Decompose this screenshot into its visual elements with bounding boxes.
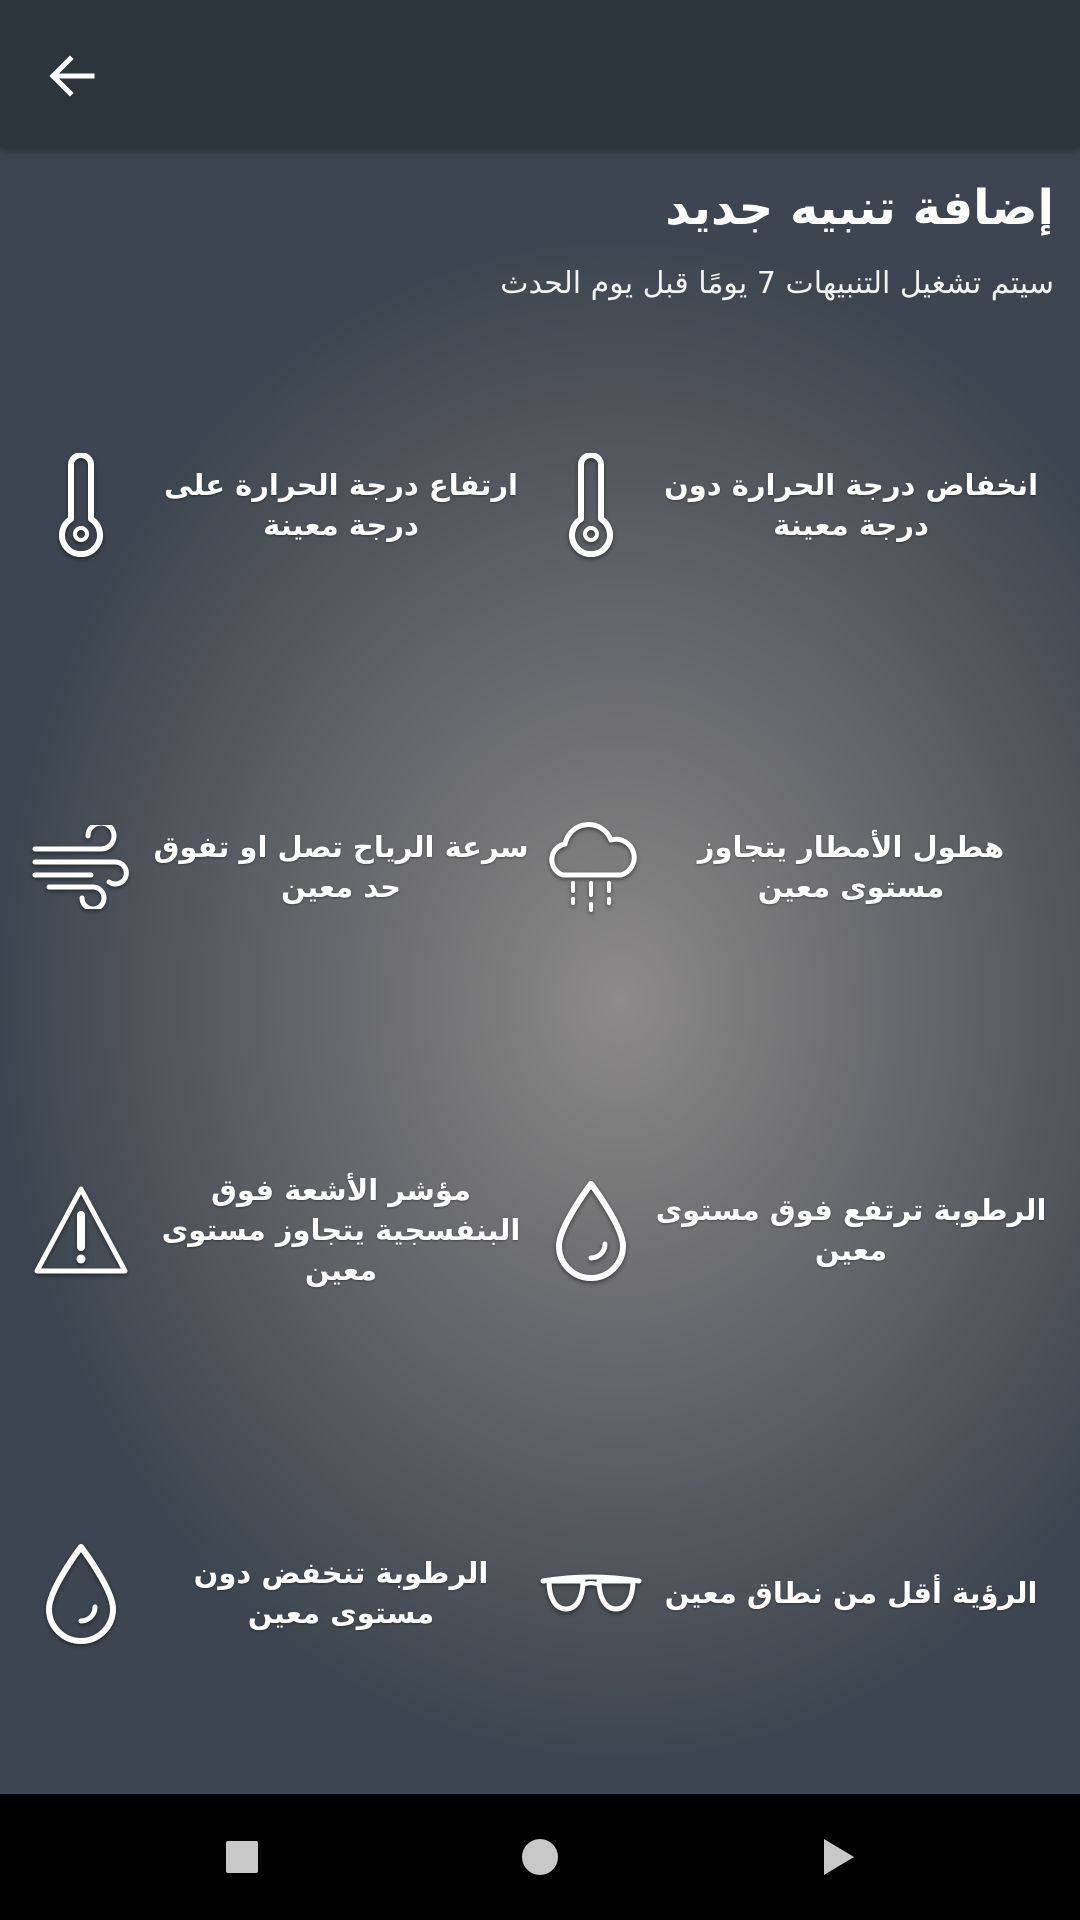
thermometer-icon [26, 450, 136, 560]
alert-label: انخفاض درجة الحرارة دون درجة معينة [663, 468, 1039, 542]
alert-humidity-below[interactable] [26, 1493, 546, 1693]
thermometer-icon [536, 450, 646, 560]
alert-uv-exceeds[interactable] [26, 1130, 546, 1330]
sunglasses-icon [536, 1538, 646, 1648]
wind-icon [26, 812, 136, 922]
square-icon [224, 1839, 260, 1875]
alert-label: سرعة الرياح تصل او تفوق حد معين [153, 830, 529, 904]
arrow-left-icon [46, 50, 98, 102]
recents-button[interactable] [207, 1822, 277, 1892]
system-nav-bar [0, 1794, 1080, 1920]
page-title: إضافة تنبيه جديد [665, 180, 1054, 236]
nav-back-button[interactable] [803, 1822, 873, 1892]
page-subtitle: سيتم تشغيل التنبيهات 7 يومًا قبل يوم الحدث [500, 266, 1054, 301]
alert-visibility-below[interactable] [536, 1493, 1056, 1693]
alert-label: ارتفاع درجة الحرارة على درجة معينة [164, 468, 518, 542]
alert-wind-exceeds[interactable] [26, 767, 546, 967]
warning-triangle-icon [26, 1175, 136, 1285]
alert-label: الرطوبة تنخفض دون مستوى معين [193, 1556, 489, 1630]
back-button[interactable] [36, 40, 108, 112]
triangle-back-icon [818, 1837, 858, 1877]
home-button[interactable] [505, 1822, 575, 1892]
alert-label: هطول الأمطار يتجاوز مستوى معين [697, 830, 1005, 904]
alert-rain-exceeds[interactable] [536, 767, 1056, 967]
alert-temp-below[interactable] [536, 405, 1056, 605]
alert-label: الرطوبة ترتفع فوق مستوى معين [655, 1193, 1047, 1267]
alert-label: الرؤية أقل من نطاق معين [664, 1576, 1038, 1610]
app-bar [0, 0, 1080, 147]
alert-temp-above[interactable] [26, 405, 546, 605]
water-drop-icon [26, 1538, 136, 1648]
alert-label: مؤشر الأشعة فوق البنفسجية يتجاوز مستوى معين [161, 1173, 521, 1287]
rain-cloud-icon [536, 812, 646, 922]
alert-humidity-above[interactable] [536, 1130, 1056, 1330]
circle-icon [520, 1837, 560, 1877]
header [54, 168, 1054, 306]
water-drop-icon [536, 1175, 646, 1285]
